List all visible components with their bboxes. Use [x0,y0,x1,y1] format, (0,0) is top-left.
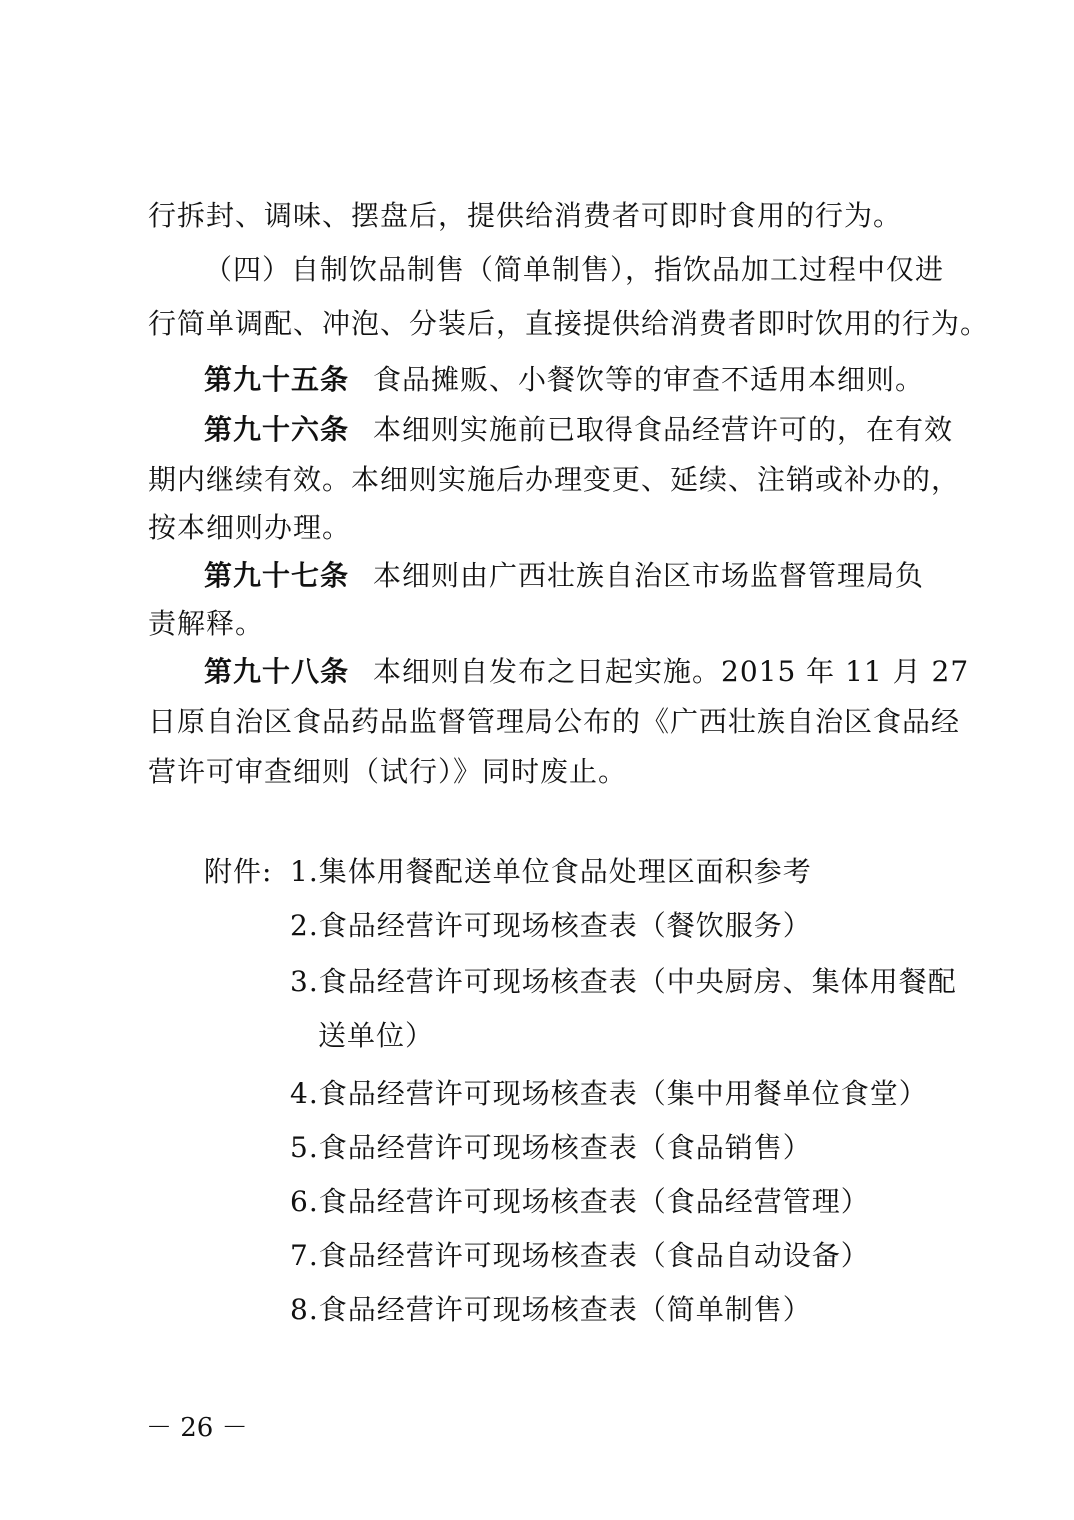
paragraph-line: 行简单调配、冲泡、分装后，直接提供给消费者即时饮用的行为。 [148,307,990,340]
article-98 [204,652,970,692]
article-label: 第九十七条 [204,559,350,592]
attachment-item: 2.食品经营许可现场核查表（餐饮服务） [290,909,812,942]
article-text: 本细则由广西壮族自治区市场监督管理局负 [373,559,925,592]
paragraph-line: 行拆封、调味、摆盘后，提供给消费者可即时食用的行为。 [148,199,903,232]
attachment-item: 7.食品经营许可现场核查表（食品自动设备） [290,1239,870,1272]
paragraph-line: （四）自制饮品制售（简单制售），指饮品加工过程中仅进 [204,253,945,286]
article-text: 本细则自发布之日起实施。2015 年 11 月 27 [373,655,970,688]
article-text: 期内继续有效。本细则实施后办理变更、延续、注销或补办的， [148,463,961,496]
article-label: 第九十六条 [204,413,350,446]
article-text: 日原自治区食品药品监督管理局公布的《广西壮族自治区食品经 [148,705,961,738]
attachments-label: 附件: [204,855,273,888]
attachment-item: 3.食品经营许可现场核查表（中央厨房、集体用餐配 [290,965,957,998]
article-label: 第九十八条 [204,655,350,688]
attachment-item: 6.食品经营许可现场核查表（食品经营管理） [290,1185,870,1218]
attachment-item-continued: 送单位） [318,1019,435,1052]
page-number: － 26 － [146,1413,248,1443]
article-text: 责解释。 [148,607,265,640]
attachment-item: 4.食品经营许可现场核查表（集中用餐单位食堂） [290,1077,928,1110]
article-97 [204,556,948,596]
article-95 [204,360,948,400]
article-text: 营许可审查细则（试行）》同时废止。 [148,755,628,788]
article-text: 按本细则办理。 [148,511,352,544]
article-text: 本细则实施前已取得食品经营许可的，在有效 [373,413,954,446]
article-text: 食品摊贩、小餐饮等的审查不适用本细则。 [373,363,925,396]
attachment-item: 1.集体用餐配送单位食品处理区面积参考 [290,855,812,888]
article-96 [204,410,954,450]
article-label: 第九十五条 [204,363,350,396]
attachment-item: 8.食品经营许可现场核查表（简单制售） [290,1293,812,1326]
attachment-item: 5.食品经营许可现场核查表（食品销售） [290,1131,812,1164]
